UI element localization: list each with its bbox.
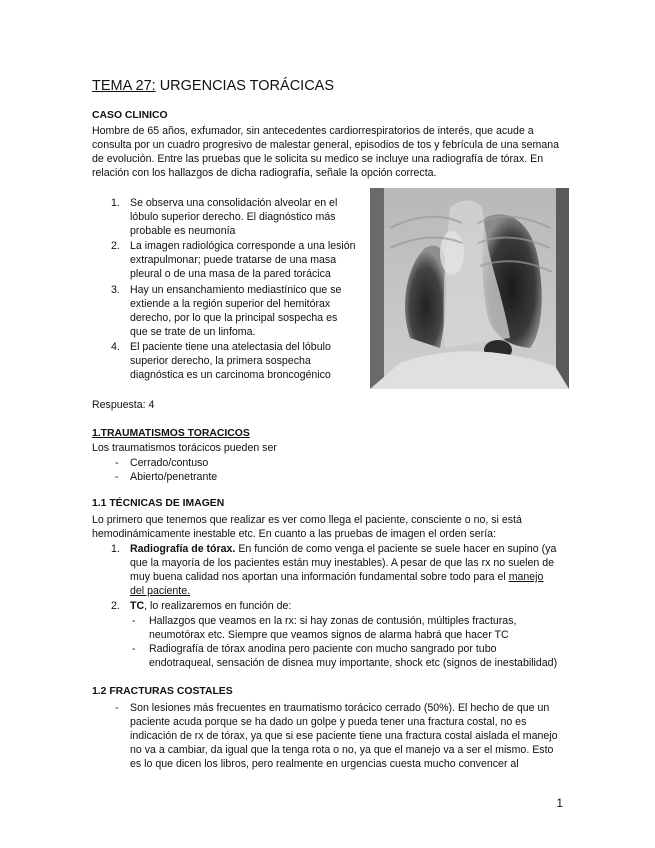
option-line: lóbulo superior derecho. El diagnóstico más	[130, 211, 336, 223]
option-number: 4.	[111, 341, 120, 353]
item-text: En función de como venga el paciente se suele hacer en supino (ya	[235, 543, 557, 555]
option-line: La imagen radiológica corresponde a una lesión	[130, 240, 356, 252]
option-line: Hay un ensanchamiento mediastínico que se	[130, 284, 342, 296]
chest-xray-image	[370, 188, 569, 389]
paragraph-line: Lo primero que tenemos que realizar es ver como llega el paciente, consciente o no, si está	[92, 514, 522, 526]
option-line: El paciente tiene una atelectasia del lóbulo	[130, 341, 331, 353]
bullet-dash: -	[115, 457, 119, 469]
sub-item-line: neumotórax etc. Siempre que veamos signos de alarma habrá que hacer TC	[149, 629, 509, 641]
title-number: TEMA 27:	[92, 78, 156, 94]
option-line: que se trate de un linfoma.	[130, 326, 256, 338]
paragraph-line: no va a cambiar, da igual que la tenga rota o no, ya que el manejo va a ser el mismo. Esto	[130, 744, 554, 756]
paragraph-line: es lo que dicen los libros, pero realmente en urgencias cuesta mucho convencer al	[130, 758, 519, 770]
bullet-dash: -	[115, 471, 119, 483]
item-line	[130, 599, 291, 613]
option-line: derecho, por lo que la principal sospecha es	[130, 312, 338, 324]
bullet-dash: -	[115, 702, 119, 714]
title-text: URGENCIAS TORÁCICAS	[155, 78, 335, 94]
option-line: probable es neumonía	[130, 225, 236, 237]
option-line: extrapulmonar; puede tratarse de una masa	[130, 254, 337, 266]
option-line: Se observa una consolidación alveolar en el	[130, 197, 338, 209]
case-line: de evolución. Entre las pruebas que le solicita su medico se incluye una radiografía de tórax. En	[92, 153, 544, 165]
sub-item-line: Radiografía de tórax anodina pero paciente con mucho sangrado por tubo	[149, 643, 497, 655]
page-number: 1	[556, 796, 563, 810]
page-title	[92, 78, 334, 94]
item-line	[130, 542, 556, 556]
case-heading: CASO CLINICO	[92, 110, 168, 121]
item-line: del paciente.	[130, 585, 191, 597]
item-number: 1.	[111, 543, 120, 555]
option-line: pleural o de una masa de la pared torácica	[130, 268, 331, 280]
case-line: consulta por un cuadro progresivo de malestar general, episodios de tos y febrícula de una semana	[92, 139, 559, 151]
option-line: diagnóstica es un carcinoma broncogénico	[130, 369, 331, 381]
list-item: Cerrado/contuso	[130, 457, 209, 469]
bullet-dash: -	[132, 643, 136, 655]
option-number: 2.	[111, 240, 120, 252]
option-line: extiende a la región superior del hemitórax	[130, 298, 331, 310]
section-heading-fracturas: 1.2 FRACTURAS COSTALES	[92, 686, 233, 697]
list-item: Abierto/penetrante	[130, 471, 218, 483]
option-number: 3.	[111, 284, 120, 296]
sub-item-line: Hallazgos que veamos en la rx: si hay zonas de contusión, múltiples fracturas,	[149, 615, 517, 627]
case-line: relación con los hallazgos de dicha radiografía, señale la opción correcta.	[92, 167, 437, 179]
paragraph-line: paciente acuda porque se ha dado un golpe y pueda tener una fractura costal, no es	[130, 716, 527, 728]
section-intro: Los traumatismos torácicos pueden ser	[92, 442, 277, 454]
bullet-dash: -	[132, 615, 136, 627]
item-underlined: manejo	[508, 571, 544, 583]
paragraph-line: hemodinámicamente inestable etc. En cuanto a las pruebas de imagen el orden sería:	[92, 528, 496, 540]
item-line: que la mayoría de los pacientes están muy inestables). A pesar de que las rx no suelen de	[130, 557, 555, 569]
section-heading-tecnicas: 1.1 TÉCNICAS DE IMAGEN	[92, 498, 225, 509]
section-heading-traumatismos: 1.TRAUMATISMOS TORACICOS	[92, 428, 250, 439]
paragraph-line: Son lesiones más frecuentes en traumatismo torácico cerrado (50%). El hecho de que un	[130, 702, 550, 714]
paragraph-line: indicación de rx de tórax, ya que si ese paciente tiene una fractura costal aislada el manejo	[130, 730, 558, 742]
sub-item-line: endotraqueal, sensación de disnea muy importante, shock etc (signos de inestabilidad)	[149, 657, 558, 669]
option-line: superior derecho, la primera sospecha	[130, 355, 311, 367]
answer-text: Respuesta: 4	[92, 399, 155, 411]
item-number: 2.	[111, 600, 120, 612]
item-text: muy buena calidad nos aportan una información fundamental sobre todo para el	[130, 571, 509, 583]
item-bold-label: TC	[130, 600, 145, 612]
item-text: , lo realizaremos en función de:	[144, 600, 292, 612]
option-number: 1.	[111, 197, 120, 209]
item-bold-label: Radiografía de tórax.	[130, 543, 236, 555]
case-line: Hombre de 65 años, exfumador, sin antecedentes cardiorrespiratorios de interés, que acude a	[92, 125, 534, 137]
item-line	[130, 570, 543, 584]
